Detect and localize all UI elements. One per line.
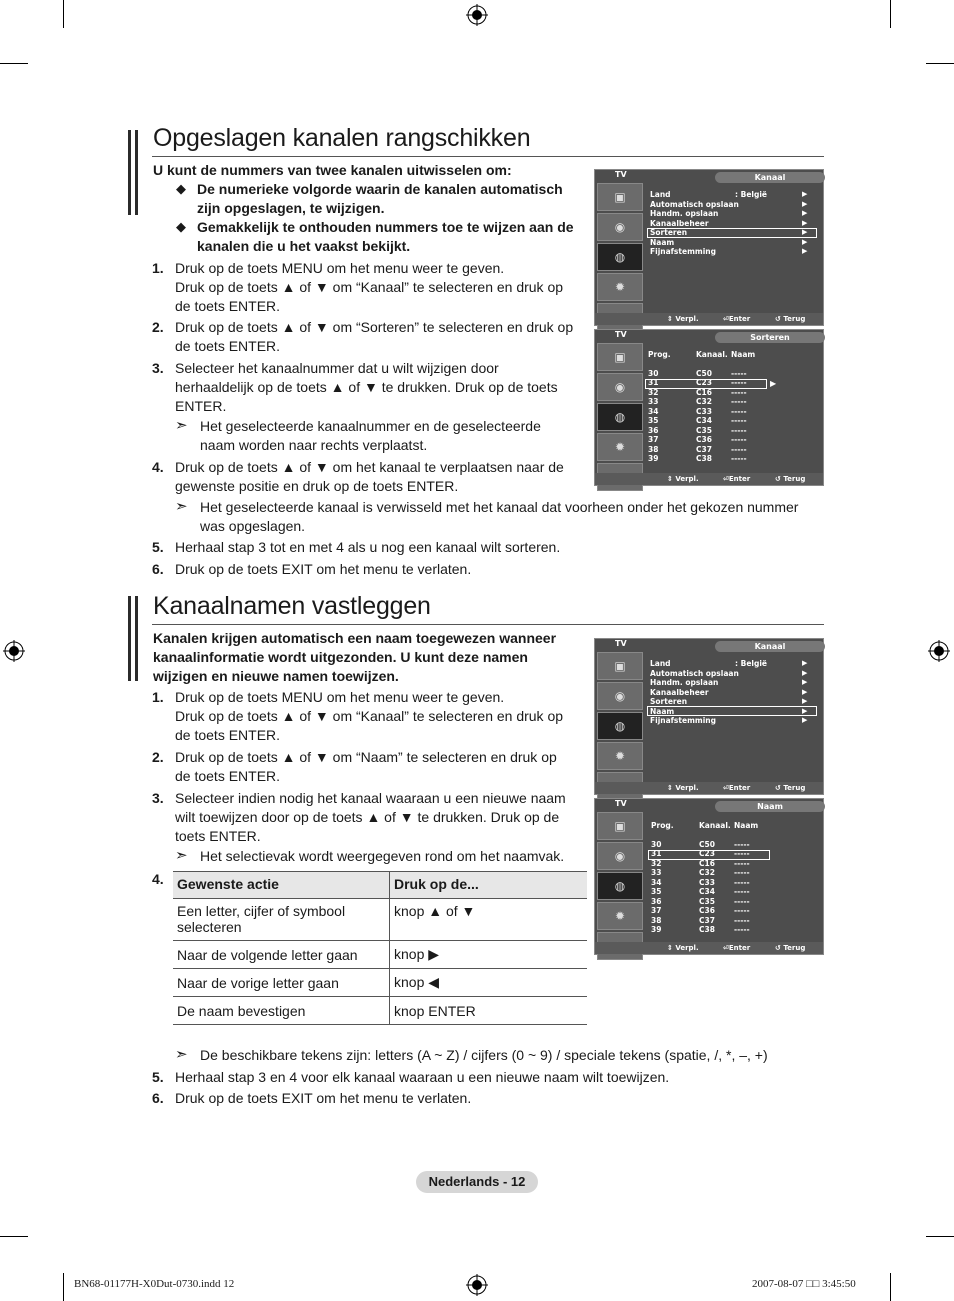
intro-text: Kanalen krijgen automatisch een naam toegewezen wanneer kanaalinformatie wordt uitgezonden. U kunt deze namen wijzigen en nieuwe namen toewijzen. xyxy=(153,630,557,684)
bullet-text: Gemakkelijk te onthouden nummers toe te wijzen aan de kanalen die u het vaakst bekijkt. xyxy=(197,219,574,254)
osd-channel-row: 36 C35 ----- xyxy=(648,425,747,435)
osd-channel-row: 34 C33 ----- xyxy=(648,406,747,416)
step-number: 1. xyxy=(152,689,164,705)
note-arrow-icon: ➣ xyxy=(175,1046,188,1063)
step-text: Druk op de toets MENU om het menu weer te geven. Druk op de toets ▲ of ▼ om “Kanaal” te selecteren en druk op de toets ENTER. xyxy=(175,260,564,314)
section-title: Kanaalnamen vastleggen xyxy=(153,592,431,620)
step-number: 4. xyxy=(152,871,164,887)
osd-channel-row: 39 C38 ----- xyxy=(651,925,750,934)
bullet-text: De numerieke volgorde waarin de kanalen automatisch zijn opgeslagen, te wijzigen. xyxy=(197,181,563,216)
note-arrow-icon: ➣ xyxy=(175,417,188,434)
note-arrow-icon: ➣ xyxy=(175,847,188,864)
osd-kanaal-menu: TV Kanaal ▣ ◉ ◍ ✹ Land : België ▶ Automatisch opslaan ▶ Handm. opslaan ▶ Kanaalbeheer ▶ Sorteren ▶ Naam ▶ Fijnafstemming ▶ ⇕ Verpl. ⏎Enter ↺ Terug xyxy=(594,169,824,326)
key-action-table: Gewenste actie Druk op de... Een letter, cijfer of symbool selecteren knop ▲ of ▼ Naar de volgende letter gaan knop ▶ Naar de vorige letter gaan knop ◀ De naam bevestigen knop ENTER xyxy=(173,871,587,1025)
step-number: 4. xyxy=(152,459,164,475)
osd-channel-row: 32 C16 ----- xyxy=(651,858,750,868)
osd-channel-row: 35 C34 ----- xyxy=(651,887,750,896)
step-text: Druk op de toets EXIT om het menu te verlaten. xyxy=(175,1090,472,1106)
note-text: Het selectievak wordt weergegeven rond om het naamvak. xyxy=(200,848,565,864)
step-number: 2. xyxy=(152,749,164,765)
osd-channel-row: 33 C32 ----- xyxy=(651,868,750,877)
registration-mark-icon xyxy=(466,1274,488,1296)
note-text: De beschikbare tekens zijn: letters (A ~ Z) / cijfers (0 ~ 9) / speciale tekens (spatie, /, *, –, +) xyxy=(200,1047,768,1063)
osd-channel-row: 32 C16 ----- xyxy=(648,387,747,397)
step-number: 5. xyxy=(152,1069,164,1085)
osd-channel-row: 39 C38 ----- xyxy=(648,454,747,463)
step-text: Druk op de toets ▲ of ▼ om “Naam” te selecteren en druk op de toets ENTER. xyxy=(175,749,557,784)
step-text: Herhaal stap 3 tot en met 4 als u nog een kanaal wilt sorteren. xyxy=(175,539,561,555)
osd-channel-row: 37 C36 ----- xyxy=(651,906,750,915)
step-text: Herhaal stap 3 en 4 voor elk kanaal waaraan u een nieuwe naam wilt toewijzen. xyxy=(175,1069,670,1085)
step-text: Druk op de toets ▲ of ▼ om “Sorteren” te selecteren en druk op de toets ENTER. xyxy=(175,319,574,354)
osd-channel-row: 37 C36 ----- xyxy=(648,435,747,444)
osd-channel-row: 38 C37 ----- xyxy=(648,444,747,454)
setup-icon: ✹ xyxy=(597,273,643,301)
step-text: Selecteer het kanaalnummer dat u wilt wijzigen door herhaaldelijk op de toets ▲ of ▼ te drukken. Druk op de toets ENTER. xyxy=(175,360,558,414)
step-number: 1. xyxy=(152,260,164,276)
osd-channel-row: 30 C50 ----- xyxy=(651,839,750,849)
note-text: Het geselecteerde kanaal is verwisseld met het kanaal dat voorheen onder het gekozen nummer was opgeslagen. xyxy=(200,499,799,534)
step-number: 6. xyxy=(152,1090,164,1106)
osd-channel-row: 31 C23 ----- xyxy=(651,849,750,858)
step-number: 3. xyxy=(152,360,164,376)
step-text: Druk op de toets MENU om het menu weer te geven. Druk op de toets ▲ of ▼ om “Kanaal” te selecteren en druk op de toets ENTER. xyxy=(175,689,564,743)
osd-naam-menu: TV Naam ▣ ◉ ◍ ✹ Prog. Kanaal. Naam 30 C50 ----- 31 C23 ----- 32 C16 ----- 33 C32 ----- 34 C33 ----- 35 C34 ----- 36 C35 ----- 37 C36 ----- 38 C37 ----- 39 C38 ----- ⇕ Verpl. ⏎Enter ↺ Terug xyxy=(594,798,824,955)
bullet-diamond-icon: ◆ xyxy=(176,181,186,196)
step-text: Selecteer indien nodig het kanaal waaraan u een nieuwe naam wilt toewijzen door op de toets ▲ of ▼ te drukken. Druk op de toets ENTER. xyxy=(175,790,566,844)
step-text: Druk op de toets EXIT om het menu te verlaten. xyxy=(175,561,472,577)
sound-icon: ◉ xyxy=(597,213,643,241)
osd-channel-row: 36 C35 ----- xyxy=(651,896,750,906)
osd-channel-row: 35 C34 ----- xyxy=(648,416,747,425)
osd-list-header: Prog. Kanaal. Naam xyxy=(651,821,759,830)
osd-sorteren-menu: TV Sorteren ▣ ◉ ◍ ✹ Prog. Kanaal. Naam 30 C50 ----- 31 C23 ----- 32 C16 ----- 33 C32 ----- 34 C33 ----- 35 C34 ----- 36 C35 ----- 37 C36 ----- 38 C37 ----- 39 C38 ----- ▶ ⇕ Verpl. ⏎Enter ↺ Terug xyxy=(594,329,824,486)
osd-channel-row: 38 C37 ----- xyxy=(651,915,750,925)
registration-mark-icon xyxy=(3,640,25,662)
print-footer-file: BN68-01177H-X0Dut-0730.indd 12 xyxy=(74,1278,235,1290)
step-number: 2. xyxy=(152,319,164,335)
note-text: Het geselecteerde kanaalnummer en de geselecteerde naam worden naar rechts verplaatst. xyxy=(200,418,541,453)
section-title: Opgeslagen kanalen rangschikken xyxy=(153,124,531,152)
registration-mark-icon xyxy=(466,4,488,26)
osd-list-header: Prog. Kanaal. Naam xyxy=(648,350,756,359)
osd-kanaal-menu: TV Kanaal ▣ ◉ ◍ ✹ Land : België ▶ Automatisch opslaan ▶ Handm. opslaan ▶ Kanaalbeheer ▶ Sorteren ▶ Naam ▶ Fijnafstemming ▶ ⇕ Verpl. ⏎Enter ↺ Terug xyxy=(594,638,824,795)
registration-mark-icon xyxy=(928,640,950,662)
channel-icon: ◍ xyxy=(597,243,643,271)
osd-channel-row: 30 C50 ----- xyxy=(648,368,747,378)
osd-channel-row: 31 C23 ----- xyxy=(648,378,747,387)
picture-icon: ▣ xyxy=(597,183,643,211)
note-arrow-icon: ➣ xyxy=(175,498,188,515)
page-number-badge: Nederlands - 12 xyxy=(416,1171,538,1193)
osd-channel-row: 34 C33 ----- xyxy=(651,877,750,887)
osd-channel-row: 33 C32 ----- xyxy=(648,397,747,406)
step-text: Druk op de toets ▲ of ▼ om het kanaal te verplaatsen naar de gewenste positie en druk op de toets ENTER. xyxy=(175,459,564,494)
print-footer-date: 2007-08-07 □□ 3:45:50 xyxy=(752,1278,856,1290)
step-number: 6. xyxy=(152,561,164,577)
step-number: 5. xyxy=(152,539,164,555)
intro-text: U kunt de nummers van twee kanalen uitwisselen om: xyxy=(153,162,512,178)
bullet-diamond-icon: ◆ xyxy=(176,219,186,234)
step-number: 3. xyxy=(152,790,164,806)
